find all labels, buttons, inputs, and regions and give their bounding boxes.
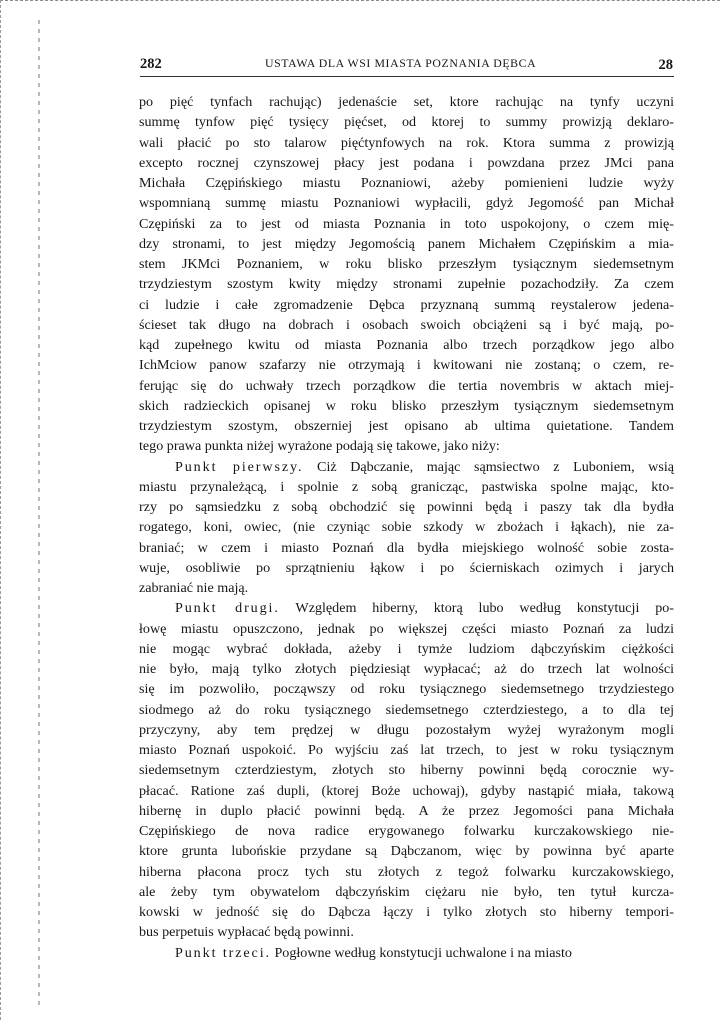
scan-gutter-mark [38, 497, 40, 501]
text-line: braniać; w czem i miasto Poznań dla bydła miejskiego wolność sobie zosta- [139, 539, 674, 556]
scan-gutter-mark [38, 137, 40, 141]
scan-gutter-mark [38, 992, 40, 996]
text-line: kowski w jedność się do Dąbcza łączy i tylko złotych sto hiberny tempori- [139, 904, 674, 920]
scan-gutter-mark [38, 1001, 40, 1005]
scan-left-edge [0, 0, 4, 1020]
scan-gutter-mark [38, 731, 40, 735]
scan-gutter-mark [38, 929, 40, 933]
scan-gutter-mark [38, 443, 40, 447]
scan-gutter-mark [38, 308, 40, 312]
text-line: miastu przynależącą, i spolnie z sobą granicząc, pastwiska spolne mając, kto- [139, 478, 674, 495]
text-line: trzydziestym szostym, obszerniej jest opisano ab ultima quietatione. Tandem [139, 418, 674, 434]
text-line: Punkt drugi. Względem hiberny, ktorą lubo według konstytucji po- [175, 600, 674, 617]
scan-gutter-mark [38, 560, 40, 564]
scan-gutter-mark [38, 263, 40, 267]
scan-gutter-mark [38, 659, 40, 663]
text-line: po pięć tynfach rachując) jedenaście set, ktore rachując na tynfy uczyni [139, 94, 674, 110]
scan-gutter-mark [38, 614, 40, 618]
scan-gutter-mark [38, 506, 40, 510]
scan-gutter-mark [38, 254, 40, 258]
scan-gutter-mark [38, 407, 40, 411]
scan-gutter-mark [38, 911, 40, 915]
section-heading: Punkt trzeci. [175, 944, 271, 961]
text-line: IchMciow panow szafarzy nie otrzymają i kwitowani nie zostaną; o czem, re- [139, 357, 674, 374]
text-line: Punkt pierwszy. Ciż Dąbczanie, mając sąmsiectwo z Luboniem, wsią [175, 458, 675, 475]
text-line: ferując się do uchwały trzech porządkow die tertia novembris w aktach miej- [139, 377, 674, 394]
scan-gutter-mark [38, 902, 40, 906]
scan-gutter-mark [38, 605, 40, 609]
text-line: bus perpetuis wypłacać będą powinni. [139, 924, 354, 941]
text-line: Czępiński za to jest od miasta Poznania in toto uspokojony, o czem mię- [139, 215, 674, 232]
scan-top-edge [0, 0, 720, 5]
scan-gutter-mark [38, 965, 40, 969]
scan-gutter-mark [38, 470, 40, 474]
text-line: zabraniać nie mają. [139, 580, 249, 596]
text-line: przyczyny, aby tem prędzej w długu pozostałym wyżej wyrażonym mogli [139, 721, 674, 738]
scan-gutter-mark [38, 218, 40, 222]
scan-gutter-mark [38, 74, 40, 78]
scan-gutter-mark [38, 884, 40, 888]
scan-gutter-mark [38, 200, 40, 204]
text-line: hibernę in duplo płacić powinni będą. A że przez Jegomości pana Michała [139, 802, 674, 819]
scan-gutter-mark [38, 938, 40, 942]
scan-gutter-mark [38, 821, 40, 825]
text-line: nie mogąc wybrać dokłada, ażeby i tymże ludziom dąbczyńskim ciężkości [139, 640, 674, 657]
scan-gutter-mark [38, 956, 40, 960]
scan-gutter-mark [38, 101, 40, 105]
scan-gutter-mark [38, 785, 40, 789]
scan-gutter-mark [38, 47, 40, 51]
scan-gutter-mark [38, 812, 40, 816]
scan-gutter-mark [38, 677, 40, 681]
scan-gutter-mark [38, 272, 40, 276]
scan-gutter-mark [38, 578, 40, 582]
scan-gutter-mark [38, 551, 40, 555]
scan-gutter-mark [38, 173, 40, 177]
scan-gutter-mark [38, 893, 40, 897]
text-line: siodmego aż do roku tysiącznego siedemsetnego czterdziestego, a to dla tej [139, 701, 674, 718]
scan-gutter-mark [38, 722, 40, 726]
scan-gutter-mark [38, 164, 40, 168]
scan-gutter-mark [38, 371, 40, 375]
text-line: ci ludzie i całe zgromadzenie Dębca przyznaną summą reystalerow jedena- [139, 296, 674, 313]
scan-gutter-mark [38, 542, 40, 546]
scan-gutter-mark [38, 92, 40, 96]
scan-gutter-mark [38, 848, 40, 852]
scan-gutter-mark [38, 758, 40, 762]
scan-gutter-mark [38, 875, 40, 879]
text-line: siedemsetnym czterdziestym, złotych sto hiberny powinni będą corocznie wy- [139, 762, 674, 779]
scan-gutter-mark [38, 398, 40, 402]
text-line: trzydziestym szostym kwity między stronami zupełnie pozachodziły. Za czem [139, 276, 674, 293]
scan-gutter-mark [38, 632, 40, 636]
scan-gutter-mark [38, 569, 40, 573]
scan-gutter-mark [38, 281, 40, 285]
text-line: wali płacić po sto talarow pięćtynfowych na rok. Ktora summa z prowizją [139, 134, 674, 151]
scan-gutter-mark [38, 452, 40, 456]
scan-gutter-mark [38, 146, 40, 150]
scan-gutter-mark [38, 767, 40, 771]
scan-gutter-mark [38, 983, 40, 987]
text-line: ale żeby tym obywatelom dąbczyńskim ciężaru nie było, ten tytuł kurcza- [139, 883, 674, 900]
scan-gutter-mark [38, 749, 40, 753]
scan-gutter-mark [38, 974, 40, 978]
scan-gutter-mark [38, 668, 40, 672]
scan-gutter-mark [38, 236, 40, 240]
scan-gutter-mark [38, 119, 40, 123]
scan-gutter-mark [38, 488, 40, 492]
text-line: ścieset tak długo na dobrach i osobach swoich obciążeni są i być mają, po- [139, 316, 674, 333]
page-number-left: 282 [140, 56, 162, 72]
scan-gutter-mark [38, 128, 40, 132]
scan-gutter-mark [38, 830, 40, 834]
scan-gutter-mark [38, 740, 40, 744]
scan-gutter-mark [38, 515, 40, 519]
scan-gutter-mark [38, 317, 40, 321]
scan-gutter-mark [38, 839, 40, 843]
text-line: Punkt trzeci. Pogłowne według konstytucji uchwalone i na miasto [175, 944, 572, 961]
scan-gutter-mark [38, 155, 40, 159]
text-line: się im pozwoliło, począwszy od roku tysiącznego siedemsetnego trzydziestego [139, 681, 674, 698]
scan-gutter-mark [38, 587, 40, 591]
scan-gutter-mark [38, 596, 40, 600]
text-line: miasto Poznań uspokoić. Po wyjściu zaś lat trzech, to jest w roku tysiącznym [139, 742, 674, 758]
scan-gutter-mark [38, 56, 40, 60]
scan-gutter-mark [38, 299, 40, 303]
scan-gutter-mark [38, 425, 40, 429]
scan-gutter-mark [38, 29, 40, 33]
text-line: hiberna płacona procz tych stu złotych z tegoż folwarku kurczakowskiego, [139, 863, 674, 880]
scan-gutter-mark [38, 182, 40, 186]
scan-gutter-mark [38, 83, 40, 87]
scan-gutter-mark [38, 380, 40, 384]
scan-gutter-mark [38, 362, 40, 366]
scan-gutter-mark [38, 209, 40, 213]
text-line: summę tynfow pięć tysięcy pięćset, od ktorej to summy prowizją deklaro- [139, 114, 674, 131]
scan-gutter-mark [38, 479, 40, 483]
scan-gutter-mark [38, 335, 40, 339]
header-rule [140, 76, 674, 77]
scan-gutter-mark [38, 524, 40, 528]
text-line: wspomnianą summę miastu Poznaniowi wypłacili, gdyż Jegomość pan Michał [139, 195, 674, 212]
text-line: rogatego, koni, owiec, (nie czyniąc sobie szkody w zbożach i łąkach), nie za- [139, 519, 674, 536]
scan-gutter-mark [38, 245, 40, 249]
scan-gutter-mark [38, 794, 40, 798]
scan-gutter-mark [38, 695, 40, 699]
scan-gutter-mark [38, 191, 40, 195]
scan-gutter-mark [38, 38, 40, 42]
text-line: excepto rocznej czynszowej płacy jest podana i powzdana przez JMci pana [139, 154, 674, 171]
text-line: Michała Czępińskiego miastu Poznaniowi, ażeby pomienieni ludzie wyży [139, 175, 674, 191]
scan-gutter-mark [38, 641, 40, 645]
scan-gutter-mark [38, 344, 40, 348]
scan-gutter-mark [38, 857, 40, 861]
text-line: stem JKMci Poznaniem, w roku blisko przeszłym tysiącznym siedemsetnym [139, 256, 674, 272]
text-line: skich radzieckich opisanej w roku blisko przeszłym tysiącznym siedemsetnym [139, 397, 674, 414]
scan-gutter-mark [38, 389, 40, 393]
scan-gutter-mark [38, 947, 40, 951]
scan-gutter-mark [38, 623, 40, 627]
running-title: USTAWA DLA WSI MIASTA POZNANIA DĘBCA [265, 56, 537, 70]
scan-gutter-mark [38, 290, 40, 294]
scan-gutter-mark [38, 650, 40, 654]
scan-gutter-mark [38, 227, 40, 231]
scan-gutter-mark [38, 434, 40, 438]
text-line: Czępińskiego de nova radice erygowanego folwarku kurczakowskiego nie- [139, 823, 674, 839]
body-text [139, 92, 674, 963]
section-heading: Punkt pierwszy. [175, 458, 304, 475]
scan-gutter-mark [38, 803, 40, 807]
text-line: wuje, osobliwie po sprzątnieniu łąkow i po ścierniskach ozimych i jarych [139, 559, 674, 576]
text-line: łowę miastu opuszczono, jednak po większej części miasto Poznań za ludzi [139, 620, 674, 637]
text-line: płacać. Ratione zaś dupli, (ktorej Boże uchowaj), gdyby nastąpić miała, takową [139, 782, 674, 799]
section-heading: Punkt drugi. [175, 600, 280, 617]
scan-gutter-mark [38, 20, 40, 24]
scan-gutter-mark [38, 866, 40, 870]
scan-gutter-mark [38, 704, 40, 708]
scan-gutter-mark [38, 920, 40, 924]
text-line: kąd zupełnego kwitu od miasta Poznania albo trzech porządkow jego albo [139, 337, 674, 353]
text-line: dzy stronami, to jest między Jegomością panem Michałem Czępińskim a mia- [139, 235, 674, 252]
text-line: tego prawa punkta niżej wyrażone podają się takowe, jako niży: [139, 438, 500, 455]
scan-gutter-mark [38, 533, 40, 537]
text-line: rzy po sąmsiedzku z sobą obchodzić się powinni będą i paszy tak dla bydła [139, 499, 674, 515]
scan-gutter-mark [38, 353, 40, 357]
scan-gutter-mark [38, 110, 40, 114]
scan-gutter-mark [38, 416, 40, 420]
scan-gutter-mark [38, 713, 40, 717]
scan-gutter-mark [38, 776, 40, 780]
text-line: ktore grunta lubońskie przydane są Dąbczanom, więc by powinna być aparte [139, 843, 674, 860]
scan-gutter-mark [38, 326, 40, 330]
scan-gutter-mark [38, 461, 40, 465]
scan-gutter-mark [38, 65, 40, 69]
page-number-right: 28 [658, 57, 673, 73]
text-line: nie było, mają tylko złotych piędziesiąt wypłacać; aż do trzech lat wolności [139, 661, 674, 677]
page-header [140, 52, 675, 74]
scan-gutter-mark [38, 686, 40, 690]
